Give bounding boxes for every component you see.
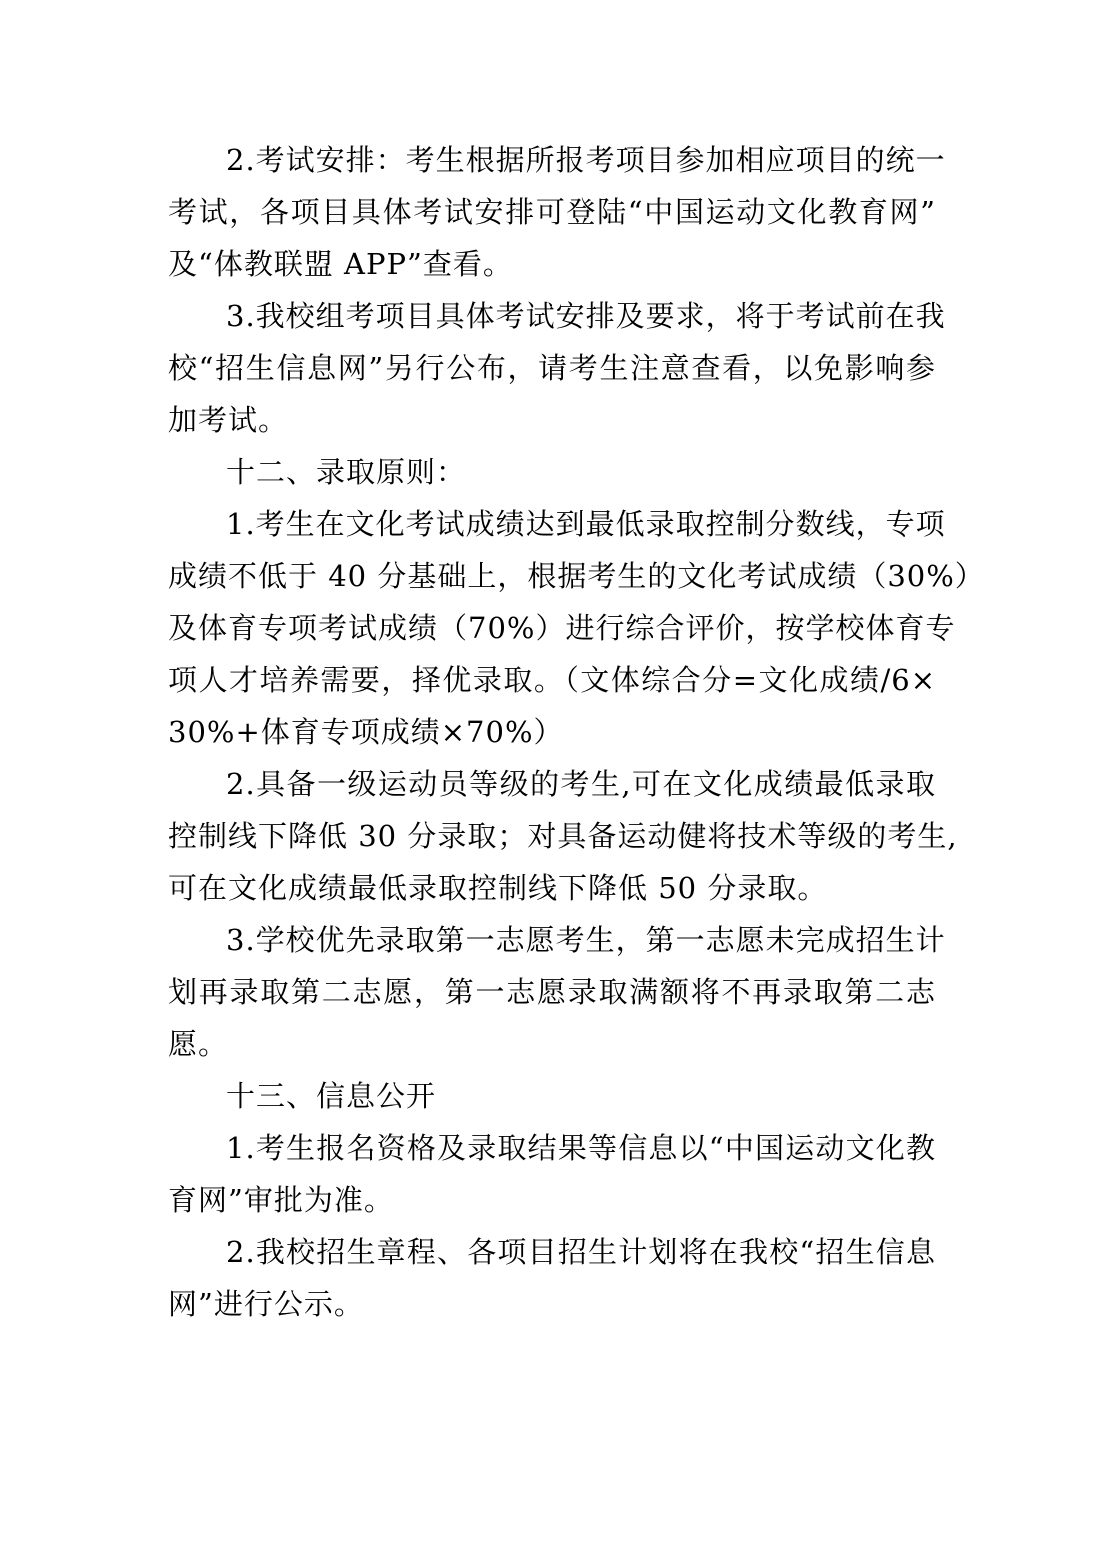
text-line: 划再录取第二志愿，第一志愿录取满额将不再录取第二志	[168, 975, 936, 1009]
text-line: 成绩不低于 40 分基础上，根据考生的文化考试成绩（30%）	[168, 559, 985, 593]
document-page	[168, 0, 985, 1559]
text-line: 加考试。	[168, 403, 289, 437]
text-line: 2.具备一级运动员等级的考生,可在文化成绩最低录取	[226, 767, 936, 801]
text-line: 3.我校组考项目具体考试安排及要求，将于考试前在我	[226, 299, 946, 333]
text-line: 30%+体育专项成绩×70%）	[168, 715, 564, 749]
text-line: 及体育专项考试成绩（70%）进行综合评价，按学校体育专	[168, 611, 956, 645]
text-line: 校“招生信息网”另行公布，请考生注意查看，以免影响参	[168, 351, 936, 385]
section-heading: 十三、信息公开	[226, 1079, 437, 1113]
text-line: 愿。	[168, 1027, 229, 1061]
text-line: 控制线下降低 30 分录取；对具备运动健将技术等级的考生,	[168, 819, 958, 853]
text-line: 可在文化成绩最低录取控制线下降低 50 分录取。	[168, 871, 828, 905]
text-line: 1.考生报名资格及录取结果等信息以“中国运动文化教	[226, 1131, 936, 1165]
section-heading: 十二、录取原则：	[226, 455, 467, 489]
text-line: 考试，各项目具体考试安排可登陆“中国运动文化教育网”	[168, 195, 936, 229]
text-line: 育网”审批为准。	[168, 1183, 394, 1217]
text-line: 及“体教联盟 APP”查看。	[168, 247, 513, 281]
text-line: 3.学校优先录取第一志愿考生，第一志愿未完成招生计	[226, 923, 946, 957]
text-line: 2.考试安排：考生根据所报考项目参加相应项目的统一	[226, 143, 946, 177]
text-line: 项人才培养需要，择优录取。（文体综合分=文化成绩/6×	[168, 663, 936, 697]
text-line: 网”进行公示。	[168, 1287, 364, 1321]
text-line: 2.我校招生章程、各项目招生计划将在我校“招生信息	[226, 1235, 936, 1269]
text-line: 1.考生在文化考试成绩达到最低录取控制分数线，专项	[226, 507, 946, 541]
